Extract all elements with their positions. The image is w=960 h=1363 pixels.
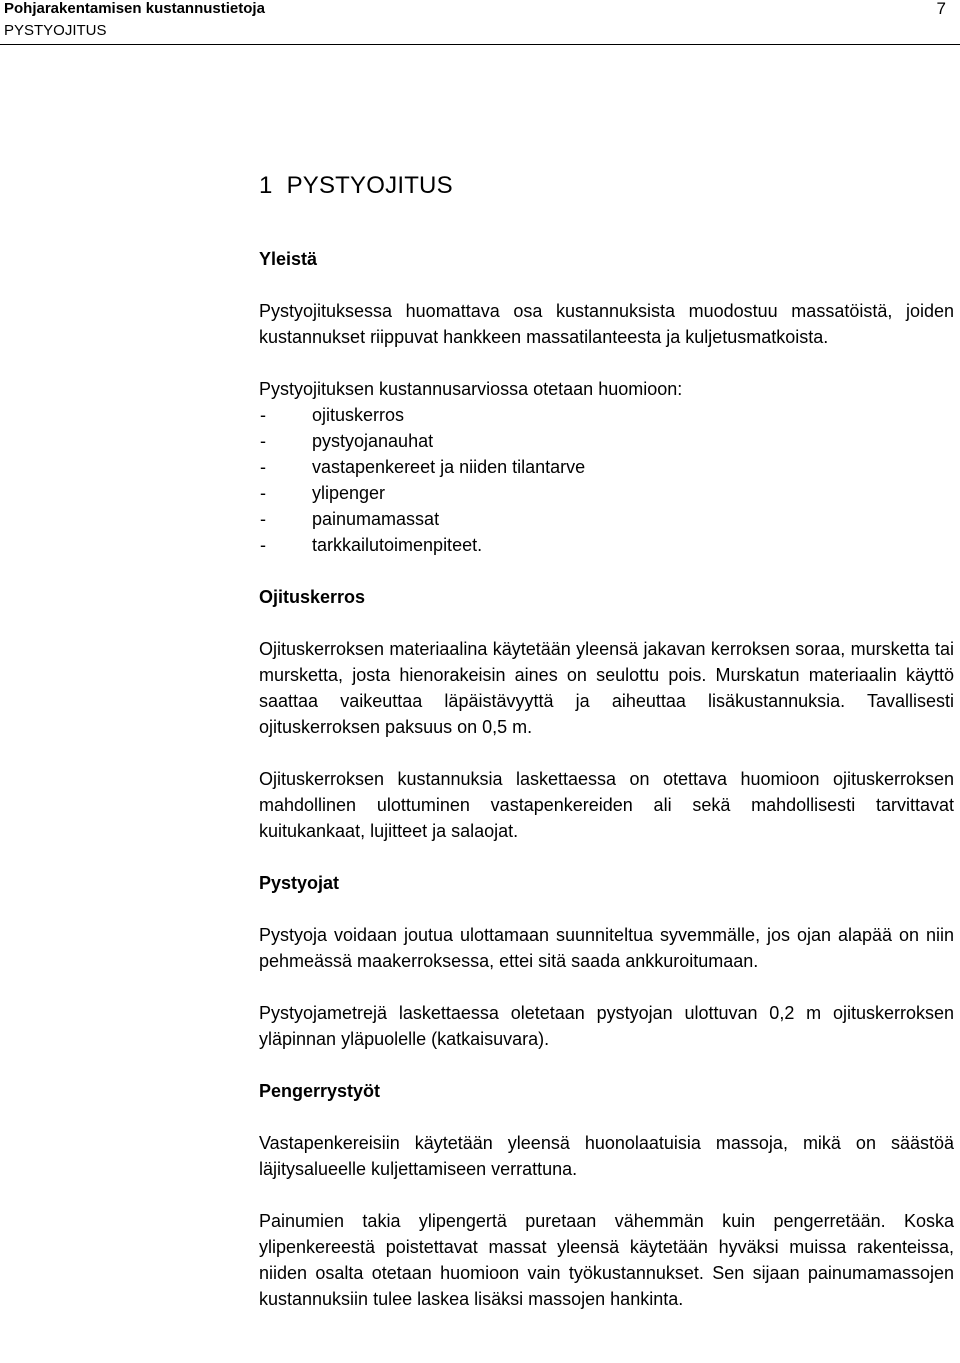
list-item-text: painumamassat bbox=[312, 509, 440, 529]
heading-pengerrystyot: Pengerrystyöt bbox=[259, 1081, 381, 1101]
header-subtitle: PYSTYOJITUS bbox=[4, 22, 107, 39]
paragraph: Pystyojametrejä laskettaessa oletetaan pystyojan ulottuvan 0,2 m ojituskerroksen yläpinnan yläpuolelle (katkaisuvara). bbox=[259, 1003, 954, 1049]
header-divider bbox=[0, 44, 960, 45]
chapter-number: 1 bbox=[259, 172, 273, 199]
paragraph: Ojituskerroksen kustannuksia laskettaessa on otettava huomioon ojituskerroksen mahdollinen ulottuminen vastapenkereiden ali sekä mahdollisesti tarvittavat kuitukankaat, lujitteet ja salaojat. bbox=[259, 769, 954, 841]
list-item: - painumamassat bbox=[260, 509, 440, 529]
list-item-text: ojituskerros bbox=[312, 405, 405, 425]
chapter-title-text: PYSTYOJITUS bbox=[286, 172, 453, 199]
paragraph: Pystyoja voidaan joutua ulottamaan suunniteltua syvemmälle, jos ojan alapää on niin pehmeässä maakerroksessa, ettei sitä saada ankkuroitumaan. bbox=[259, 925, 954, 971]
header-title: Pohjarakentamisen kustannustietoja bbox=[4, 0, 265, 17]
list-item-text: ylipenger bbox=[312, 483, 386, 503]
list-item: - tarkkailutoimenpiteet. bbox=[260, 535, 483, 555]
paragraph: Vastapenkereisiin käytetään yleensä huonolaatuisia massoja, mikä on säästöä läjitysalueelle kuljettamiseen verrattuna. bbox=[259, 1133, 954, 1179]
list-item-text: vastapenkereet ja niiden tilantarve bbox=[312, 457, 586, 477]
chapter-title bbox=[259, 168, 954, 204]
list-item-text: tarkkailutoimenpiteet. bbox=[312, 535, 483, 555]
paragraph: Pystyojituksessa huomattava osa kustannuksista muodostuu massatöistä, joiden kustannukset riippuvat hankkeen massatilanteesta ja kuljetusmatkoista. bbox=[259, 301, 954, 347]
list-item: - ylipenger bbox=[260, 483, 386, 503]
list-item: - pystyojanauhat bbox=[260, 431, 434, 451]
heading-yleista: Yleistä bbox=[259, 249, 318, 269]
paragraph: Pystyojituksen kustannusarviossa otetaan huomioon: bbox=[259, 379, 683, 399]
bullet-list bbox=[259, 402, 954, 558]
list-item-text: pystyojanauhat bbox=[312, 431, 434, 451]
heading-ojituskerros: Ojituskerros bbox=[259, 587, 366, 607]
list-item: - vastapenkereet ja niiden tilantarve bbox=[260, 457, 586, 477]
paragraph: Ojituskerroksen materiaalina käytetään yleensä jakavan kerroksen soraa, mursketta tai mursketta, josta hienorakeisin aines on seulottu pois. Murskatun materiaalin käyttö saattaa vaikeuttaa läpäistävyyttä ja aiheuttaa lisäkustannuksia. Tavallisesti ojituskerroksen paksuus on 0,5 m. bbox=[259, 639, 954, 737]
page-number: 7 bbox=[936, 0, 946, 18]
page-content bbox=[259, 168, 954, 1312]
list-item: - ojituskerros bbox=[260, 405, 405, 425]
paragraph: Painumien takia ylipengertä puretaan vähemmän kuin pengerretään. Koska ylipenkereestä poistettavat massat yleensä käytetään hyväksi muissa rakenteissa, niiden osalta otetaan huomioon vain työkustannukset. Sen sijaan painumamassojen kustannuksiin tulee laskea lisäksi massojen hankinta. bbox=[259, 1211, 954, 1309]
heading-pystyojat: Pystyojat bbox=[259, 873, 340, 893]
page-header bbox=[0, 0, 960, 46]
